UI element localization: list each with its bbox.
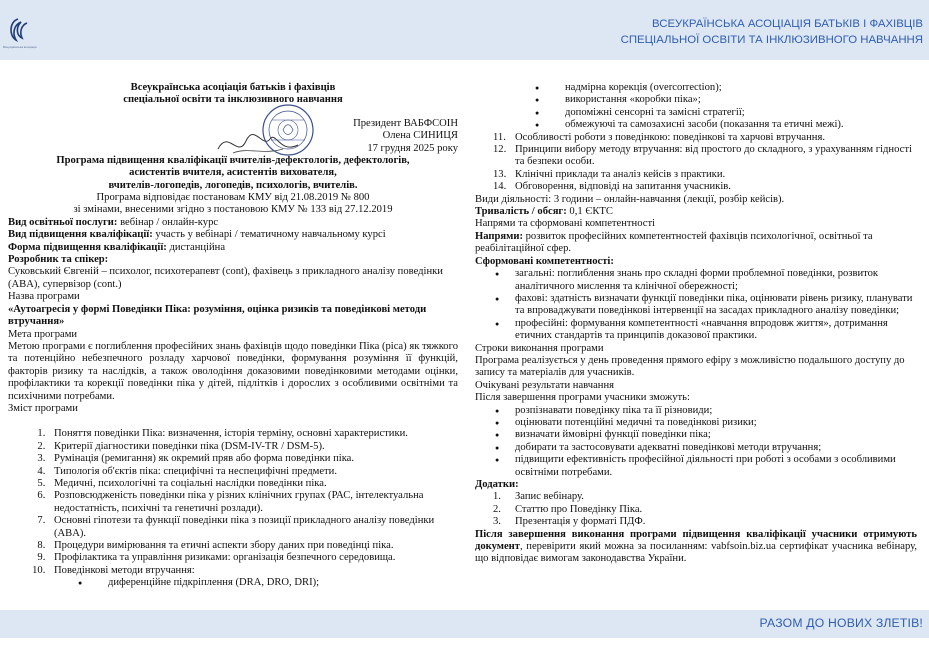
list-item: ● професійні: формування компетентності «навчання впродовж життя», дотримання етичних стандартів та принципів доказової практики. bbox=[475, 318, 917, 343]
terms-label: Строки виконання програми bbox=[475, 342, 604, 354]
results-label: Очікувані результати навчання bbox=[475, 379, 615, 391]
page-header bbox=[0, 0, 929, 60]
qualification-form: Форма підвищення кваліфікації: дистанційна bbox=[8, 241, 226, 253]
attachments-list bbox=[475, 491, 917, 528]
list-item: 7. Основні гіпотези та функції поведінки піка з позиції прикладного аналізу поведінки (ABA). bbox=[48, 515, 458, 540]
list-item: ● загальні: поглиблення знань про складні форми проблемної поведінки, розвиток аналітичного мислення та клінічної обережності; bbox=[475, 268, 917, 293]
list-item: 14. Обговорення, відповіді на запитання учасників. bbox=[493, 181, 731, 193]
duration: Тривалість / обсяг: 0,1 ЄКТС bbox=[475, 206, 613, 218]
content-list bbox=[8, 428, 458, 589]
list-item: 3. Презентація у форматі ПДФ. bbox=[493, 516, 646, 528]
list-item: 4. Типологія об'єктів піка: специфічні та неспецифічні предмети. bbox=[48, 466, 458, 478]
directions: Напрями: розвиток професійних компетентностей фахівців психологічної, освітньої та реабілітаційної сфер. bbox=[475, 230, 873, 255]
header-title bbox=[621, 16, 923, 48]
list-item: ● добирати та застосовувати адекватні поведінкові методи втручання; bbox=[475, 442, 917, 454]
certificate-note: Після завершення виконання програми підвищення кваліфікації учасники отримують документ, перевірити який можна за посиланням: vabfsoin.biz.ua сертифікат учасника вебінару, що відповідає вимогам законодавства України. bbox=[475, 528, 917, 565]
qualification-type: Вид підвищення кваліфікації: участь у вебінарі / тематичному навчальному курсі bbox=[8, 229, 386, 241]
developer-text: Суковський Євгеній – психолог, психотерапевт (cont), фахівець з прикладного аналізу поведінки (ABA), супервізор (cont.) bbox=[8, 266, 443, 290]
president-signature-block bbox=[353, 118, 458, 155]
list-item: 3. Румінація (ремигання) як окремий пряв або форма поведінки піка. bbox=[48, 453, 458, 465]
results-intro: Після завершення програми учасники зможуть: bbox=[475, 392, 690, 404]
list-item: 1. Запис вебінару. bbox=[493, 491, 584, 503]
program-title-line-1: Програма підвищення кваліфікації вчителів-дефектологів, дефектологів, bbox=[56, 154, 410, 166]
program-name: «Аутоагресія у формі Поведінки Піка: розуміння, оцінка ризиків та поведінкові методи втручання» bbox=[8, 303, 427, 328]
header-line-1: ВСЕУКРАЇНСЬКА АСОЦІАЦІЯ БАТЬКІВ І ФАХІВЦІВ bbox=[652, 18, 923, 30]
list-item: 2. Статтю про Поведінку Піка. bbox=[493, 503, 643, 515]
competences-list bbox=[475, 268, 917, 342]
service-type: Вид освітньої послуги: вебінар / онлайн-курс bbox=[8, 216, 219, 228]
goal-label: Мета програми bbox=[8, 328, 78, 340]
sub-list-item: ● обмежуючі та самозахисні засоби (показання та етичні межі). bbox=[535, 119, 917, 131]
program-title-line-3: вчителів-логопедів, логопедів, психологів, вчителів. bbox=[108, 179, 358, 191]
competences-label: Сформовані компетентності: bbox=[475, 255, 614, 267]
decree-line-2: зі змінами, внесеними згідно з постановою КМУ № 133 від 27.12.2019 bbox=[73, 204, 393, 216]
list-item: 13. Клінічні приклади та аналіз кейсів з практики. bbox=[493, 168, 726, 180]
sub-list-item: ● надмірна корекція (overcorrection); bbox=[535, 82, 917, 94]
list-item: 10. Поведінкові методи втручання: ● диференційне підкріплення (DRA, DRO, DRI); bbox=[48, 565, 458, 590]
list-item: ● оцінювати потенційні медичні та поведінкові ризики; bbox=[475, 417, 917, 429]
decree-line-1: Програма відповідає постановам КМУ від 21.08.2019 № 800 bbox=[96, 192, 370, 204]
content-list-continued bbox=[475, 132, 917, 194]
methods-sublist-continued bbox=[475, 82, 917, 132]
activities: Види діяльності: 3 години – онлайн-навчання (лекції, розбір кейсів). bbox=[475, 193, 785, 205]
list-item: ● розпізнавати поведінку піка та її різновиди; bbox=[475, 405, 917, 417]
list-item: 2. Критерії діагностики поведінки піка (DSM-IV-TR / DSM-5). bbox=[48, 441, 458, 453]
list-item: 1. Поняття поведінки Піка: визначення, історія терміну, основні характеристики. bbox=[48, 428, 458, 440]
logo-swirl-icon bbox=[3, 16, 33, 46]
list-item: ● визначати ймовірні функції поведінки піка; bbox=[475, 429, 917, 441]
approval-block bbox=[8, 107, 458, 155]
content-label: Зміст програми bbox=[8, 402, 78, 414]
attachments-label: Додатки: bbox=[475, 479, 519, 490]
logo-caption: Всеукраїнська асоціація bbox=[3, 45, 37, 49]
list-item: 12. Принципи вибору методу втручання: від простого до складного, з урахуванням гідності та безпеки особи. bbox=[493, 144, 912, 168]
right-column bbox=[475, 82, 917, 566]
left-column bbox=[8, 82, 458, 590]
list-item: 9. Профілактика та управління ризиками: організація безпечного середовища. bbox=[48, 552, 458, 564]
org-name-line-1: Всеукраїнська асоціація батьків і фахівців bbox=[130, 82, 336, 93]
methods-sublist bbox=[54, 577, 458, 589]
list-item: 11. Особливості роботи з поведінкою: поведінкові та харчові втручання. bbox=[493, 131, 825, 143]
list-item: ● підвищити ефективність професійної діяльності при роботі з особами з особливими освітніми потребами. bbox=[475, 454, 917, 479]
page-footer bbox=[0, 610, 929, 638]
official-stamp bbox=[261, 103, 315, 157]
list-item: ● фахові: здатність визначати функції поведінки піка, оцінювати рівень ризику, планувати та впроваджувати поведінкові інтервенції на засадах прикладного аналізу поведінки; bbox=[475, 293, 917, 318]
footer-slogan: РАЗОМ ДО НОВИХ ЗЛЕТІВ! bbox=[759, 616, 923, 630]
results-list bbox=[475, 405, 917, 479]
list-item: 5. Медичні, психологічні та соціальні наслідки поведінки піка. bbox=[48, 478, 458, 490]
program-title-line-2: асистентів вчителя, асистентів вихователя, bbox=[129, 167, 337, 179]
sub-list-item: ● диференційне підкріплення (DRA, DRO, DRI); bbox=[78, 577, 458, 589]
sub-list-item: ● використання «коробки піка»; bbox=[535, 94, 917, 106]
president-name: Олена СИНИЦЯ bbox=[382, 130, 458, 142]
approval-date: 17 грудня 2025 року bbox=[367, 142, 458, 154]
developer-label: Розробник та спікер: bbox=[8, 254, 109, 266]
sub-list-item: ● допоміжні сенсорні та замісні стратегії; bbox=[535, 107, 917, 119]
president-title: Президент ВАБФСОІН bbox=[353, 117, 458, 129]
program-name-label: Назва програми bbox=[8, 291, 80, 303]
org-name-line-2: спеціальної освіти та інклюзивного навчання bbox=[123, 94, 343, 106]
goal-text: Метою програми є поглиблення професійних знань фахівців щодо поведінки Піка (pica) як тяжкого та потенційно небезпечного розладу харчової поведінки, формування розуміння її функцій, факторів ризику та наслідків, а також оволодіння доказовими поведінковими методами оцінки, профілактики та корекції поведінки піка у дітей, підлітків і дорослих з особливими освітніми та психічними потребами. bbox=[8, 340, 458, 402]
list-item: 8. Процедури вимірювання та етичні аспекти збору даних при поведінці піка. bbox=[48, 540, 458, 552]
terms-text: Програма реалізується у день проведення прямого ефіру з можливістю подальшого доступу до запису та матеріалів для учасників. bbox=[475, 354, 905, 379]
list-item: 6. Розповсюдженість поведінки піка у різних клінічних групах (РАС, інтелектуальна недостатність, психічні та генетичні розлади). bbox=[48, 490, 458, 515]
directions-label: Напрями та сформовані компетентності bbox=[475, 218, 656, 230]
header-line-2: СПЕЦІАЛЬНОЇ ОСВІТИ ТА ІНКЛЮЗИВНОГО НАВЧАННЯ bbox=[620, 34, 923, 46]
association-logo bbox=[3, 16, 37, 54]
